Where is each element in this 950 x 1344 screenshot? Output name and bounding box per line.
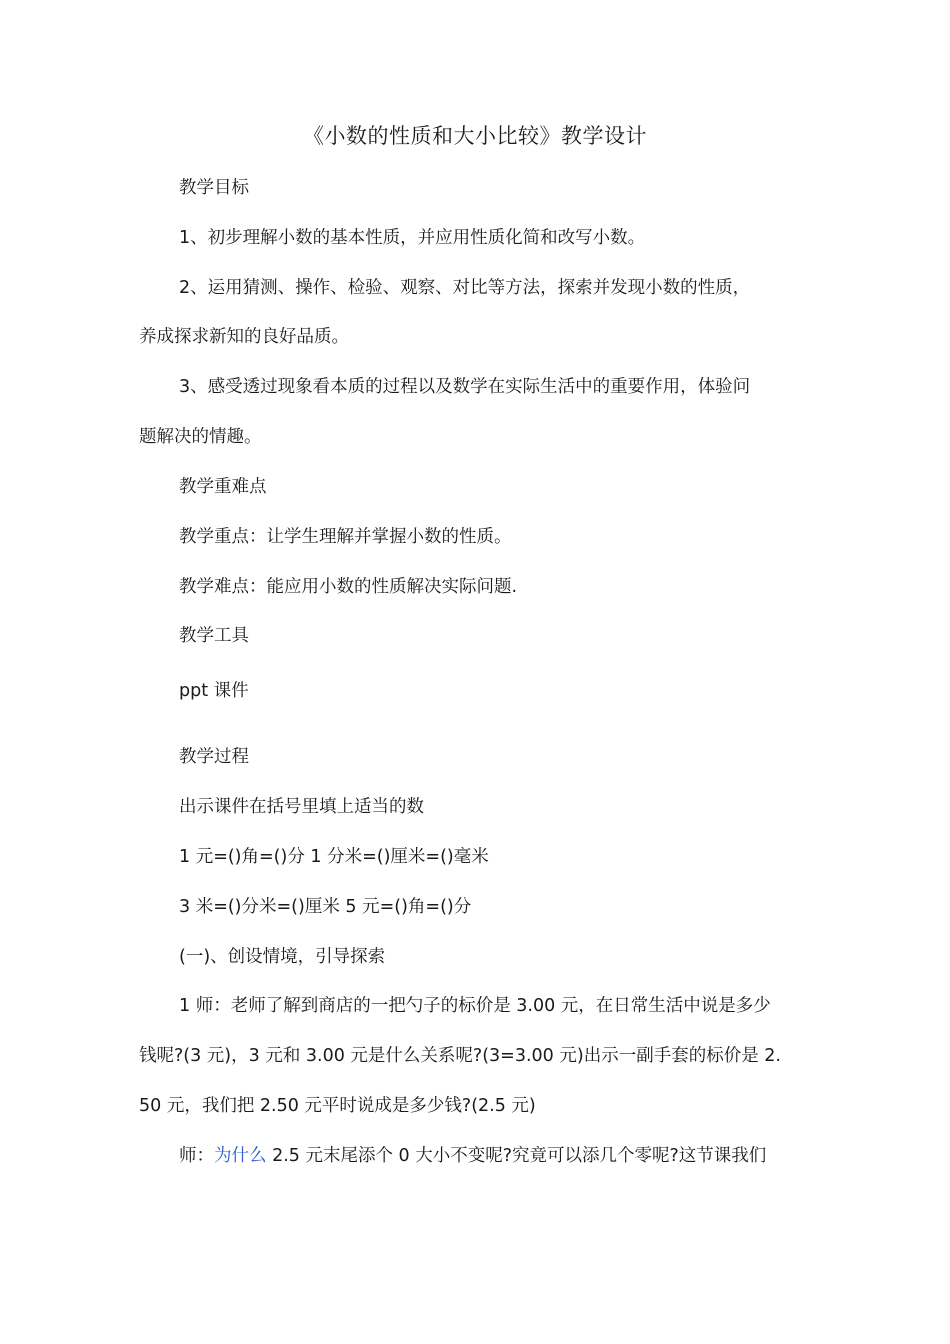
goal-2-line-1: 2、运用猜测、操作、检验、观察、对比等方法，探索并发现小数的性质， — [179, 278, 751, 298]
tools-text: ppt 课件 — [179, 681, 249, 701]
paragraph-2-prefix: 师： — [179, 1146, 214, 1166]
exercise-2: 3 米=()分米=()厘米 5 元=()角=()分 — [179, 897, 472, 917]
goal-3-line-2: 题解决的情趣。 — [139, 427, 262, 447]
goal-3-line-1: 3、感受透过现象看本质的过程以及数学在实际生活中的重要作用，体验问 — [179, 377, 751, 397]
section-heading-process: 教学过程 — [179, 747, 249, 767]
document-title: 《小数的性质和大小比较》教学设计 — [303, 124, 647, 148]
part-1-heading: (一)、创设情境，引导探索 — [179, 947, 386, 967]
difficult-point: 教学难点：能应用小数的性质解决实际问题. — [179, 577, 518, 597]
goal-2-line-2: 养成探求新知的良好品质。 — [139, 327, 349, 347]
paragraph-1-line-2: 钱呢?(3 元)，3 元和 3.00 元是什么关系呢?(3=3.00 元)出示一副手套的标价是 2. — [139, 1046, 781, 1066]
section-heading-key-points: 教学重难点 — [179, 477, 267, 497]
paragraph-2-line-1 — [179, 1144, 766, 1168]
goal-1: 1、初步理解小数的基本性质，并应用性质化简和改写小数。 — [179, 228, 646, 248]
exercise-1: 1 元=()角=()分 1 分米=()厘米=()毫米 — [179, 847, 489, 867]
section-heading-goals: 教学目标 — [179, 178, 249, 198]
section-heading-tools: 教学工具 — [179, 626, 249, 646]
paragraph-1-line-1: 1 师：老师了解到商店的一把勺子的标价是 3.00 元，在日常生活中说是多少 — [179, 996, 771, 1016]
key-point: 教学重点：让学生理解并掌握小数的性质。 — [179, 527, 512, 547]
process-intro: 出示课件在括号里填上适当的数 — [179, 797, 424, 817]
why-link[interactable]: 为什么 — [214, 1146, 267, 1166]
paragraph-2-rest: 2.5 元末尾添个 0 大小不变呢?究竟可以添几个零呢?这节课我们 — [266, 1146, 767, 1166]
paragraph-1-line-3: 50 元，我们把 2.50 元平时说成是多少钱?(2.5 元) — [139, 1096, 536, 1116]
